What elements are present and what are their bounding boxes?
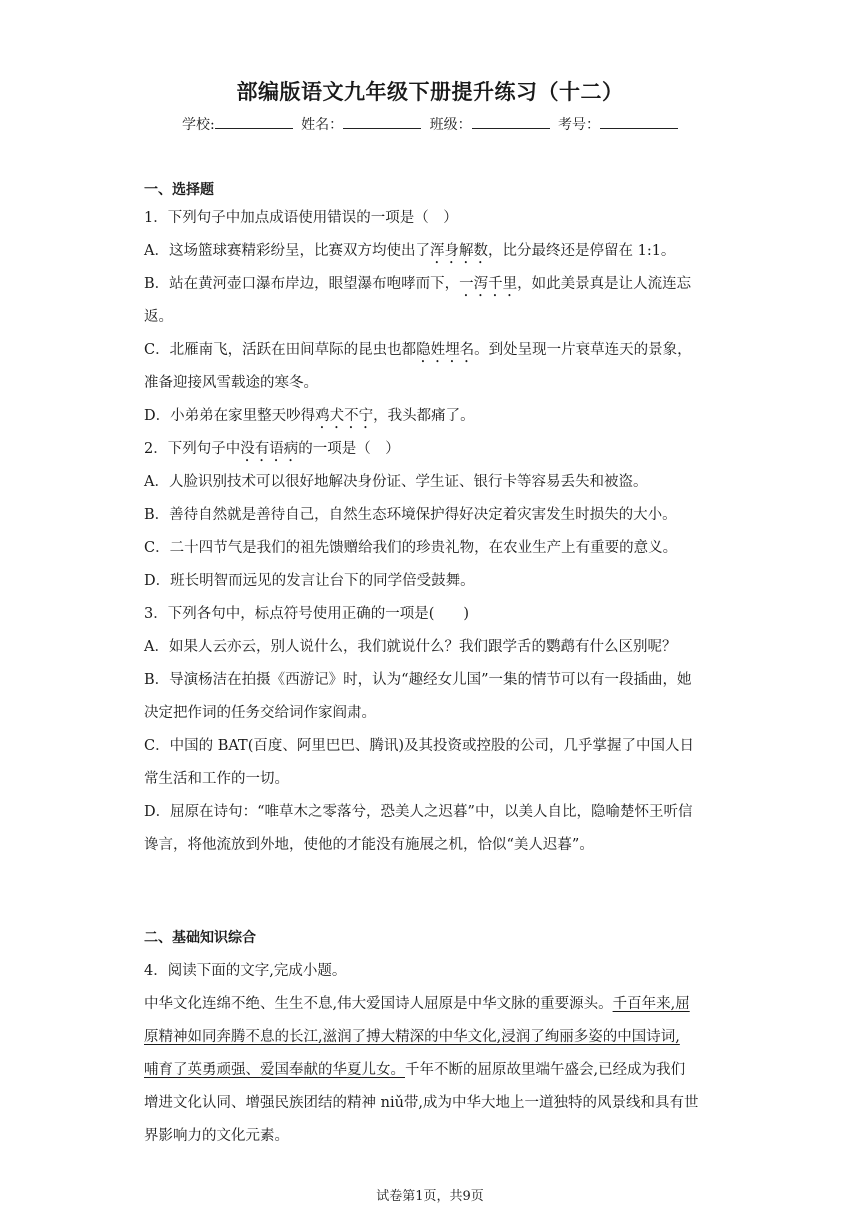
q3-option-d: D．屈原在诗句：“唯草木之零落兮，恐美人之迟暮”中，以美人自比，隐喻楚怀王听信 — [144, 804, 693, 820]
passage-text: 千年不断的屈原故里端午盛会,已经成为我们 — [405, 1062, 686, 1078]
q2-option-d: D．班长明智而远见的发言让台下的同学倍受鼓舞。 — [144, 573, 475, 589]
option-text: ，如此美景真是让人流连忘 — [517, 276, 692, 292]
q3-option-c-cont: 常生活和工作的一切。 — [144, 771, 289, 787]
option-b-cont: 返。 — [144, 309, 173, 325]
option-c — [144, 340, 722, 360]
dotted-phrase: 没有语病 — [240, 441, 299, 457]
school-label: 学校: — [181, 117, 215, 133]
dotted-idiom: 鸡犬不宁 — [315, 408, 374, 424]
number-blank[interactable] — [600, 115, 678, 129]
passage-line — [144, 1060, 722, 1080]
class-label: 班级： — [429, 117, 472, 133]
option-text: C．北雁南飞，活跃在田间草际的昆虫也都 — [144, 342, 417, 358]
underlined-text: 千百年来,屈 — [612, 996, 690, 1012]
section-heading: 二、基础知识综合 — [144, 930, 256, 946]
passage-line: 增进文化认同、增强民族团结的精神 niǔ带,成为中华大地上一道独特的风景线和具有世 — [144, 1095, 699, 1111]
option-text: D．小弟弟在家里整天吵得 — [144, 408, 316, 424]
stem-text: 的一项是（ ） — [298, 441, 400, 457]
q3-option-b-cont: 决定把作词的任务交给词作家阎肃。 — [144, 705, 376, 721]
dotted-idiom: 浑身解数 — [429, 243, 488, 259]
class-blank[interactable] — [472, 115, 550, 129]
q3-option-a: A．如果人云亦云，别人说什么，我们就说什么？我们跟学舌的鹦鹉有什么区别呢？ — [144, 639, 677, 655]
q3-option-d-cont: 谗言，将他流放到外地，使他的才能没有施展之机，恰似“美人迟暮”。 — [144, 837, 594, 853]
option-b — [144, 274, 722, 294]
underlined-text: 原精神如同奔腾不息的长江,滋润了搏大精深的中华文化,浸润了绚丽多姿的中国诗词, — [144, 1029, 680, 1045]
name-label: 姓名： — [301, 117, 344, 133]
name-blank[interactable] — [343, 115, 421, 129]
q2-option-c: C．二十四节气是我们的祖先馈赠给我们的珍贵礼物，在农业生产上有重要的意义。 — [144, 540, 678, 556]
q2-option-b: B．善待自然就是善待自己，自然生态环境保护得好决定着灾害发生时损失的大小。 — [144, 507, 677, 523]
passage-line — [144, 1027, 722, 1047]
question-4-stem: 4．阅读下面的文字,完成小题。 — [144, 963, 347, 979]
question-stem: 1．下列句子中加点成语使用错误的一项是（ ） — [144, 210, 458, 226]
option-d — [144, 406, 722, 426]
school-blank[interactable] — [215, 115, 293, 129]
section-choice — [144, 180, 722, 200]
q2-option-a: A．人脸识别技术可以很好地解决身份证、学生证、银行卡等容易丢失和被盗。 — [144, 474, 648, 490]
student-info-row — [0, 114, 860, 134]
question-1 — [144, 208, 722, 855]
option-c-cont: 准备迎接风雪载途的寒冬。 — [144, 375, 318, 391]
dotted-idiom: 隐姓埋名 — [416, 342, 475, 358]
dotted-idiom: 一泻千里 — [459, 276, 518, 292]
q3-option-c: C．中国的 BAT(百度、阿里巴巴、腾讯)及其投资或控股的公司，几乎掌握了中国人日 — [144, 738, 695, 754]
page-footer: 试卷第1页，共9页 — [376, 1189, 484, 1204]
underlined-text: 哺育了英勇顽强、爱国奉献的华夏儿女。 — [144, 1062, 405, 1078]
option-text: A．这场篮球赛精彩纷呈，比赛双方均使出了 — [144, 243, 430, 259]
passage-line — [144, 994, 722, 1014]
passage-line: 界影响力的文化元素。 — [144, 1128, 289, 1144]
section-basic — [144, 928, 722, 1146]
page-title: 部编版语文九年级下册提升练习（十二） — [236, 80, 624, 104]
stem-text: 2．下列句子中 — [144, 441, 241, 457]
option-text: ，比分最终还是停留在 1:1。 — [487, 243, 676, 259]
question-3-stem: 3．下列各句中，标点符号使用正确的一项是( ) — [144, 606, 470, 622]
option-text: B．站在黄河壶口瀑布岸边，眼望瀑布咆哮而下， — [144, 276, 460, 292]
option-text: 。到处呈现一片衰草连天的景象， — [474, 342, 692, 358]
section-heading: 一、选择题 — [144, 182, 214, 198]
passage-text: 中华文化连绵不绝、生生不息,伟大爱国诗人屈原是中华文脉的重要源头。 — [144, 996, 613, 1012]
number-label: 考号： — [558, 117, 601, 133]
question-2-stem — [144, 439, 722, 459]
option-a — [144, 241, 722, 261]
option-text: ，我头都痛了。 — [373, 408, 475, 424]
q3-option-b: B．导演杨洁在拍摄《西游记》时，认为“趣经女儿国”一集的情节可以有一段插曲，她 — [144, 672, 692, 688]
